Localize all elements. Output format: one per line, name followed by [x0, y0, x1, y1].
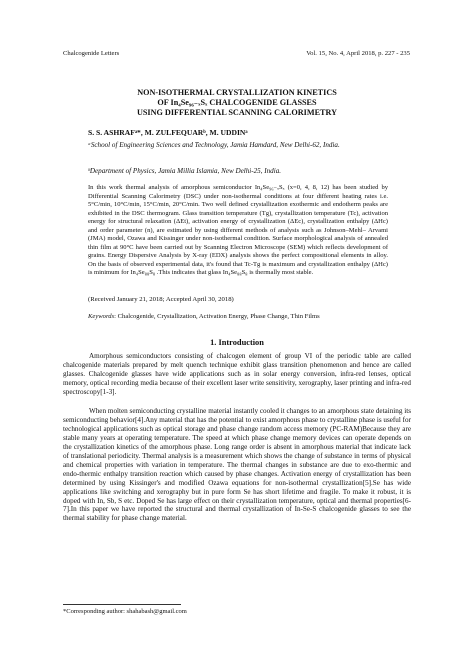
affiliation-b: ᵇDepartment of Physics, Jamia Millia Islamia, New Delhi-25, India.	[88, 167, 282, 175]
author-list: S. S. ASHRAFᵃ*, M. ZULFEQUARᵇ, M. UDDINᵃ	[88, 128, 248, 137]
footnote: *Corresponding author: shahabash@gmail.com	[63, 608, 187, 615]
footnote-divider	[63, 604, 181, 605]
abstract: In this work thermal analysis of amorphous semiconductor In₄Se₉₆₋ₓSₓ (x=0, 4, 8, 12) has been studied by Differential Scanning Calorimetry (DSC) under non-isothermal conditions at four different heating rates i.e. 5°C/min, 10°C/min, 15°C/min, 20°C/min. Two well defined crystallization exothermic and endotherm peaks are exhibited in the DSC thermogram. Glass transition temperature (Tg), crystallization temperature (Tc), activation energy for structural relaxation (ΔEt), activation energy of crystallization (ΔEc), crystallization enthalpy (ΔHc) and order parameter (n), are estimated by using different methods of analysis such as Johnson–Mehl– Arvami (JMA) model, Ozawa and Kissinger under non-isothermal condition. Surface morphological analysis of annealed thin film at 90°C have been carried out by Scanning Electron Microscope (SEM) which reflects development of grains. Energy Dispersive Analysis by X-ray (EDX) analysis shows the perfect compositional elements in alloy. On the basis of observed experimental data, it's found that Tc-Tg is maximum and crystallization enthalpy (ΔHc) is minimum for In₄Se₈₈S₈ .This indicates that glass In₄Se₈₈S₈ is thermally most stable.	[88, 184, 388, 277]
title-line-2: OF In₄Se₉₆₋ₓSₓ CHALCOGENIDE GLASSES	[157, 98, 317, 108]
paragraph-1: Amorphous semiconductors consisting of chalcogen element of group VI of the periodic table are called chalcogenide materials prepared by melt quench technique exhibit glass transition phenomenon and hence are called glasses. Chalcogenide glasses have wide applications such as in solar energy conversion, infra-red lenses, optical memory, optical recording media because of their excellent laser write sensitivity, xerography, laser printing and infra-red spectroscopy[1-3].	[63, 352, 411, 396]
title-line-3: USING DIFFERENTIAL SCANNING CALORIMETRY	[136, 108, 338, 118]
keywords-text: : Chalcogenide, Crystallization, Activation Energy, Phase Change, Thin Films	[114, 313, 320, 320]
journal-name: Chalcogenide Letters	[63, 50, 120, 57]
paragraph-2: When molten semiconducting crystalline material instantly cooled it changes to an amorphous state detaining its semiconducting behavior[4].Any material that has the potential to exist amorphous phase to crystalline phase is useful for technological applications such as optical storage and phase change random access memory (PC-RAM)Because they are stable many years at operating temperature. The speed at which phase change memory devices can operate depends on the crystallization kinetics of the amorphous phase. Long range order is absent in amorphous material that indicate lack of translational periodicity. Thermal analysis is a measurement which shows the change of substance in terms of physical and chemical properties with variation in temperature. The thermal changes in substance are due to exo-thermic and endo-thermic enthalpy transition reaction which caused by phase changes. Activation energy of crystallization has been determined by using Kissinger's and modified Ozawa equations for non-isothermal crystallization[5].Se has wide applications like switching and xerography but in pure form Se has short lifetime and fragile. To make it robust, it is doped with In, Sb, S etc. Doped Se has large effect on their crystallization temperature, optical and thermal properties[6-7].In this paper we have reported the structural and thermal crystallization of In-Se-S chalcogenide glasses to see the thermal stability for phase change material.	[63, 407, 411, 523]
volume-info: Vol. 15, No. 4, April 2018, p. 227 - 235	[306, 50, 410, 57]
keywords	[88, 313, 388, 320]
affiliation-a: ᵃSchool of Engineering Sciences and Technology, Jamia Hamdard, New Delhi-62, India.	[88, 141, 340, 149]
keywords-label: Keywords	[88, 313, 115, 320]
section-heading: 1. Introduction	[210, 338, 264, 347]
paper-title	[60, 88, 414, 119]
title-line-1: NON-ISOTHERMAL CRYSTALLIZATION KINETICS	[137, 88, 337, 97]
received-dates: (Received January 21, 2018; Accepted April 30, 2018)	[88, 296, 234, 303]
